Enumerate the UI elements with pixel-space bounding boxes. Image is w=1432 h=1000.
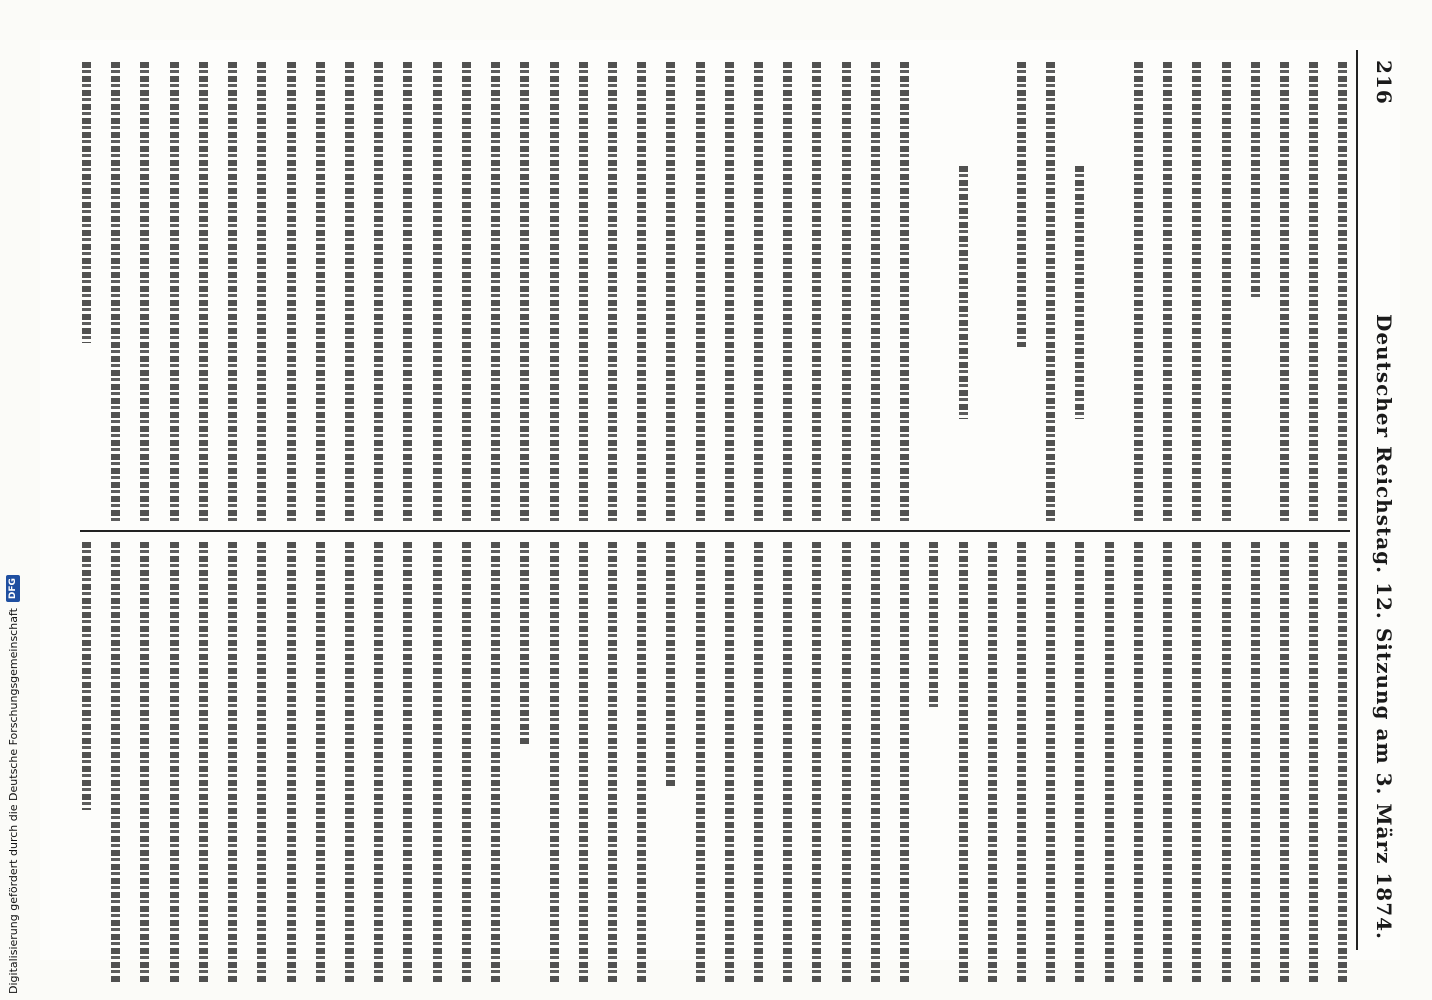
print-line <box>1017 62 1026 347</box>
print-line <box>1251 542 1260 982</box>
running-head-text <box>1364 40 1404 960</box>
print-line <box>550 542 559 982</box>
print-line <box>959 542 968 982</box>
print-line <box>550 62 559 522</box>
print-line <box>725 62 734 522</box>
print-line <box>1046 542 1055 982</box>
print-line <box>140 62 149 522</box>
print-line <box>316 542 325 982</box>
print-line <box>228 62 237 522</box>
print-line <box>374 62 383 522</box>
printed-page <box>40 40 1400 960</box>
footer-credit <box>2 0 32 1000</box>
print-line <box>199 62 208 522</box>
print-line <box>140 542 149 982</box>
column-divider <box>80 530 1350 532</box>
print-line <box>170 542 179 982</box>
print-line <box>433 542 442 982</box>
print-line <box>1134 542 1143 982</box>
print-line <box>929 62 938 522</box>
print-line <box>462 542 471 982</box>
print-line <box>287 542 296 982</box>
print-line <box>520 542 529 744</box>
print-line <box>287 62 296 522</box>
dfg-logo: DFG <box>6 575 20 602</box>
column-left <box>80 62 1350 522</box>
print-line <box>1338 62 1347 522</box>
print-line <box>1134 62 1143 522</box>
print-line <box>608 62 617 522</box>
print-line <box>608 542 617 982</box>
print-line <box>1192 542 1201 982</box>
print-line <box>754 542 763 982</box>
print-line <box>374 542 383 982</box>
print-line <box>257 542 266 982</box>
print-line <box>783 542 792 982</box>
print-line <box>1105 542 1114 982</box>
print-line <box>1192 62 1201 522</box>
print-line <box>199 542 208 982</box>
page-number: 216 <box>1372 60 1396 105</box>
print-line <box>1251 62 1260 297</box>
print-line <box>433 62 442 522</box>
print-line <box>345 62 354 522</box>
print-line <box>900 62 909 522</box>
print-line <box>871 542 880 982</box>
column-right <box>80 542 1350 982</box>
print-line <box>812 542 821 982</box>
print-line <box>1222 62 1231 522</box>
print-line <box>842 542 851 982</box>
print-line <box>1280 62 1289 522</box>
print-line <box>900 542 909 982</box>
print-line <box>1105 62 1114 522</box>
print-line <box>82 62 91 343</box>
print-line <box>1163 62 1172 522</box>
print-line <box>82 542 91 810</box>
print-line <box>1075 542 1084 982</box>
print-line <box>345 542 354 982</box>
print-line <box>1163 542 1172 982</box>
print-line <box>637 62 646 522</box>
print-line <box>725 542 734 982</box>
print-line <box>403 542 412 982</box>
print-line <box>1280 542 1289 982</box>
running-head-title: Deutscher Reichstag. 12. Sitzung am 3. März 1874. <box>1372 313 1396 940</box>
print-line <box>637 542 646 982</box>
print-line <box>491 542 500 982</box>
print-line <box>1075 166 1084 419</box>
print-line <box>1017 542 1026 982</box>
print-line <box>666 542 675 788</box>
print-line <box>842 62 851 522</box>
print-line <box>696 62 705 522</box>
print-line <box>1222 542 1231 982</box>
print-line <box>111 62 120 522</box>
print-line <box>1338 542 1347 982</box>
header-rule <box>1356 50 1358 950</box>
column-right-text <box>80 542 1350 982</box>
print-line <box>170 62 179 522</box>
print-line <box>871 62 880 522</box>
print-line <box>228 542 237 982</box>
column-left-text <box>80 62 1350 522</box>
print-line <box>579 62 588 522</box>
print-line <box>1309 542 1318 982</box>
print-line <box>520 62 529 522</box>
print-line <box>988 542 997 982</box>
print-line <box>666 62 675 522</box>
print-line <box>257 62 266 522</box>
print-line <box>696 542 705 982</box>
footer-credit-label: Digitalisierung gefördert durch die Deutsche Forschungsgemeinschaft <box>6 608 20 994</box>
print-line <box>579 542 588 982</box>
print-line <box>754 62 763 522</box>
print-line <box>403 62 412 522</box>
print-line <box>783 62 792 522</box>
print-line <box>111 542 120 982</box>
footer-credit-text <box>2 578 24 1000</box>
print-line <box>316 62 325 522</box>
print-line <box>929 542 938 709</box>
print-line <box>1309 62 1318 522</box>
print-line <box>462 62 471 522</box>
running-head <box>1360 40 1400 960</box>
print-line <box>1046 62 1055 522</box>
print-line <box>959 166 968 419</box>
print-line <box>812 62 821 522</box>
print-line <box>491 62 500 522</box>
print-line <box>988 62 997 522</box>
